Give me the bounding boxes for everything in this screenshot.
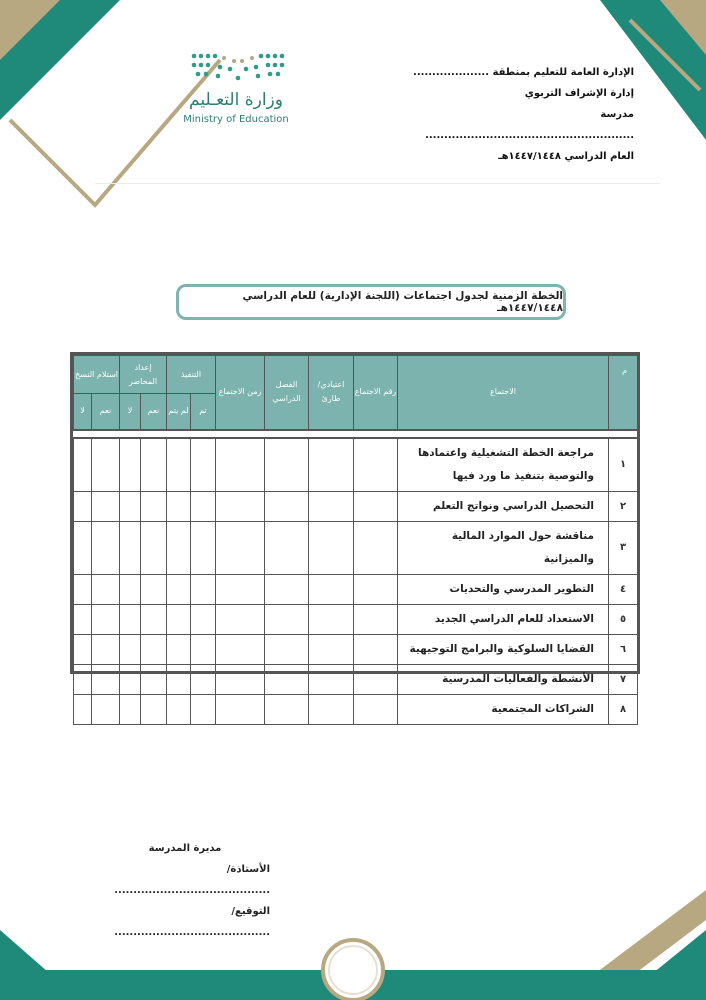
- cell-done[interactable]: [191, 604, 216, 634]
- document-title-text: الخطة الزمنية لجدول اجتماعات (اللجنة الإدارية) للعام الدراسي ١٤٤٧/١٤٤٨هـ: [242, 290, 563, 314]
- row-number: ٥: [609, 604, 638, 634]
- table-row: [74, 694, 638, 724]
- cell-minutes-no[interactable]: [120, 491, 141, 521]
- cell-minutes-no[interactable]: [120, 664, 141, 694]
- row-number: ٢: [609, 491, 638, 521]
- cell-not-done[interactable]: [167, 694, 191, 724]
- table-row: [74, 438, 638, 492]
- header-done: تم: [191, 394, 216, 430]
- row-meeting-topic: مناقشة حول الموارد المالية والميزانية: [398, 521, 609, 574]
- row-meeting-topic: التطوير المدرسي والتحديات: [398, 574, 609, 604]
- header-time: زمن الاجتماع: [216, 356, 265, 430]
- table-row: [74, 604, 638, 634]
- header-copy-receipt: استلام النسخ: [74, 356, 120, 394]
- cell-type[interactable]: [309, 521, 354, 574]
- cell-copy-no[interactable]: [74, 664, 92, 694]
- header-minutes: إعداد المحاضر: [120, 356, 167, 394]
- footer-circle-inner: [329, 946, 377, 994]
- header-copy-yes: نعم: [92, 394, 120, 430]
- teacher-name-line[interactable]: الأستاذة/ .........................................: [114, 864, 270, 896]
- cell-copy-yes[interactable]: [92, 604, 120, 634]
- cell-meeting-number[interactable]: [354, 664, 398, 694]
- cell-type[interactable]: [309, 491, 354, 521]
- cell-minutes-yes[interactable]: [141, 694, 167, 724]
- cell-time[interactable]: [216, 694, 265, 724]
- row-number: ٣: [609, 521, 638, 574]
- row-number: ٤: [609, 574, 638, 604]
- cell-time[interactable]: [216, 604, 265, 634]
- cell-minutes-yes[interactable]: [141, 521, 167, 574]
- cell-not-done[interactable]: [167, 574, 191, 604]
- cell-not-done[interactable]: [167, 521, 191, 574]
- cell-time[interactable]: [216, 664, 265, 694]
- cell-not-done[interactable]: [167, 491, 191, 521]
- cell-minutes-no[interactable]: [120, 574, 141, 604]
- cell-minutes-no[interactable]: [120, 521, 141, 574]
- cell-type[interactable]: [309, 664, 354, 694]
- cell-copy-yes[interactable]: [92, 664, 120, 694]
- cell-copy-yes[interactable]: [92, 491, 120, 521]
- cell-semester[interactable]: [265, 574, 309, 604]
- header-meeting: الاجتماع: [398, 356, 609, 430]
- row-number: ٨: [609, 694, 638, 724]
- cell-minutes-yes[interactable]: [141, 574, 167, 604]
- row-number: ١: [609, 438, 638, 492]
- cell-semester[interactable]: [265, 491, 309, 521]
- cell-type[interactable]: [309, 438, 354, 492]
- cell-semester[interactable]: [265, 604, 309, 634]
- cell-copy-yes[interactable]: [92, 521, 120, 574]
- cell-copy-no[interactable]: [74, 694, 92, 724]
- cell-time[interactable]: [216, 438, 265, 492]
- ministry-logo: [180, 52, 292, 132]
- cell-semester[interactable]: [265, 664, 309, 694]
- header-department-line: إدارة الإشراف التربوي: [524, 88, 634, 99]
- table-row: [74, 491, 638, 521]
- header-not-done: لم يتم: [167, 394, 191, 430]
- cell-done[interactable]: [191, 664, 216, 694]
- cell-minutes-no[interactable]: [120, 604, 141, 634]
- cell-minutes-no[interactable]: [120, 438, 141, 492]
- cell-semester[interactable]: [265, 438, 309, 492]
- table-row: [74, 634, 638, 664]
- logo-english-name: Ministry of Education: [183, 114, 289, 125]
- cell-minutes-yes[interactable]: [141, 491, 167, 521]
- cell-meeting-number[interactable]: [354, 604, 398, 634]
- row-meeting-topic: مراجعة الخطة التشغيلية واعتمادها والتوصية بتنفيذ ما ورد فيها: [398, 438, 609, 492]
- document-header: [394, 62, 634, 167]
- header-region-line: الإدارة العامة للتعليم بمنطقة ....................: [413, 67, 634, 78]
- cell-copy-no[interactable]: [74, 521, 92, 574]
- table-row: [74, 664, 638, 694]
- cell-semester[interactable]: [265, 694, 309, 724]
- row-meeting-topic: القضايا السلوكية والبرامج التوجيهية: [398, 634, 609, 664]
- cell-time[interactable]: [216, 634, 265, 664]
- cell-done[interactable]: [191, 438, 216, 492]
- cell-type[interactable]: [309, 694, 354, 724]
- header-minutes-yes: نعم: [141, 394, 167, 430]
- cell-time[interactable]: [216, 491, 265, 521]
- cell-copy-no[interactable]: [74, 604, 92, 634]
- table-row: [74, 521, 638, 574]
- cell-semester[interactable]: [265, 634, 309, 664]
- cell-copy-no[interactable]: [74, 438, 92, 492]
- cell-copy-yes[interactable]: [92, 634, 120, 664]
- cell-minutes-yes[interactable]: [141, 438, 167, 492]
- table-separator: [74, 430, 638, 438]
- cell-meeting-number[interactable]: [354, 634, 398, 664]
- header-copy-no: لا: [74, 394, 92, 430]
- logo-dots-icon: [190, 52, 286, 82]
- cell-not-done[interactable]: [167, 438, 191, 492]
- cell-minutes-no[interactable]: [120, 694, 141, 724]
- cell-meeting-number[interactable]: [354, 521, 398, 574]
- document-title: [176, 284, 566, 320]
- cell-type[interactable]: [309, 604, 354, 634]
- row-number: ٦: [609, 634, 638, 664]
- cell-done[interactable]: [191, 574, 216, 604]
- principal-title: مديرة المدرسة: [148, 843, 222, 854]
- header-execution: التنفيذ: [167, 356, 216, 394]
- cell-minutes-yes[interactable]: [141, 664, 167, 694]
- cell-time[interactable]: [216, 574, 265, 604]
- header-meeting-number: رقم الاجتماع: [354, 356, 398, 430]
- header-minutes-no: لا: [120, 394, 141, 430]
- header-school-line: مدرسة .......................................................: [425, 109, 634, 141]
- header-divider: [95, 183, 660, 184]
- cell-done[interactable]: [191, 694, 216, 724]
- cell-minutes-no[interactable]: [120, 634, 141, 664]
- row-number: ٧: [609, 664, 638, 694]
- header-no: م: [609, 356, 638, 430]
- cell-copy-yes[interactable]: [92, 438, 120, 492]
- cell-meeting-number[interactable]: [354, 438, 398, 492]
- cell-time[interactable]: [216, 521, 265, 574]
- cell-type[interactable]: [309, 634, 354, 664]
- cell-not-done[interactable]: [167, 664, 191, 694]
- header-type: اعتيادي/ طارئ: [309, 356, 354, 430]
- meetings-table: [70, 352, 640, 715]
- cell-done[interactable]: [191, 491, 216, 521]
- logo-arabic-name: وزارة التعـليم: [189, 90, 283, 110]
- signature-block: [100, 838, 270, 943]
- cell-copy-no[interactable]: [74, 634, 92, 664]
- cell-copy-no[interactable]: [74, 574, 92, 604]
- cell-not-done[interactable]: [167, 604, 191, 634]
- cell-meeting-number[interactable]: [354, 694, 398, 724]
- cell-not-done[interactable]: [167, 634, 191, 664]
- cell-semester[interactable]: [265, 521, 309, 574]
- signature-line[interactable]: التوقيع/ .........................................: [114, 906, 270, 938]
- table-row: [74, 574, 638, 604]
- row-meeting-topic: الشراكات المجتمعية: [398, 694, 609, 724]
- cell-done[interactable]: [191, 634, 216, 664]
- cell-meeting-number[interactable]: [354, 574, 398, 604]
- cell-minutes-yes[interactable]: [141, 604, 167, 634]
- cell-minutes-yes[interactable]: [141, 634, 167, 664]
- header-year-line: العام الدراسي ١٤٤٧/١٤٤٨هـ: [498, 151, 634, 162]
- row-meeting-topic: الاستعداد للعام الدراسي الجديد: [398, 604, 609, 634]
- cell-done[interactable]: [191, 521, 216, 574]
- row-meeting-topic: التحصيل الدراسي ونواتج التعلم: [398, 491, 609, 521]
- row-meeting-topic: الأنشطة والفعاليات المدرسية: [398, 664, 609, 694]
- cell-copy-yes[interactable]: [92, 574, 120, 604]
- cell-copy-yes[interactable]: [92, 694, 120, 724]
- cell-copy-no[interactable]: [74, 491, 92, 521]
- header-semester: الفصل الدراسي: [265, 356, 309, 430]
- cell-type[interactable]: [309, 574, 354, 604]
- cell-meeting-number[interactable]: [354, 491, 398, 521]
